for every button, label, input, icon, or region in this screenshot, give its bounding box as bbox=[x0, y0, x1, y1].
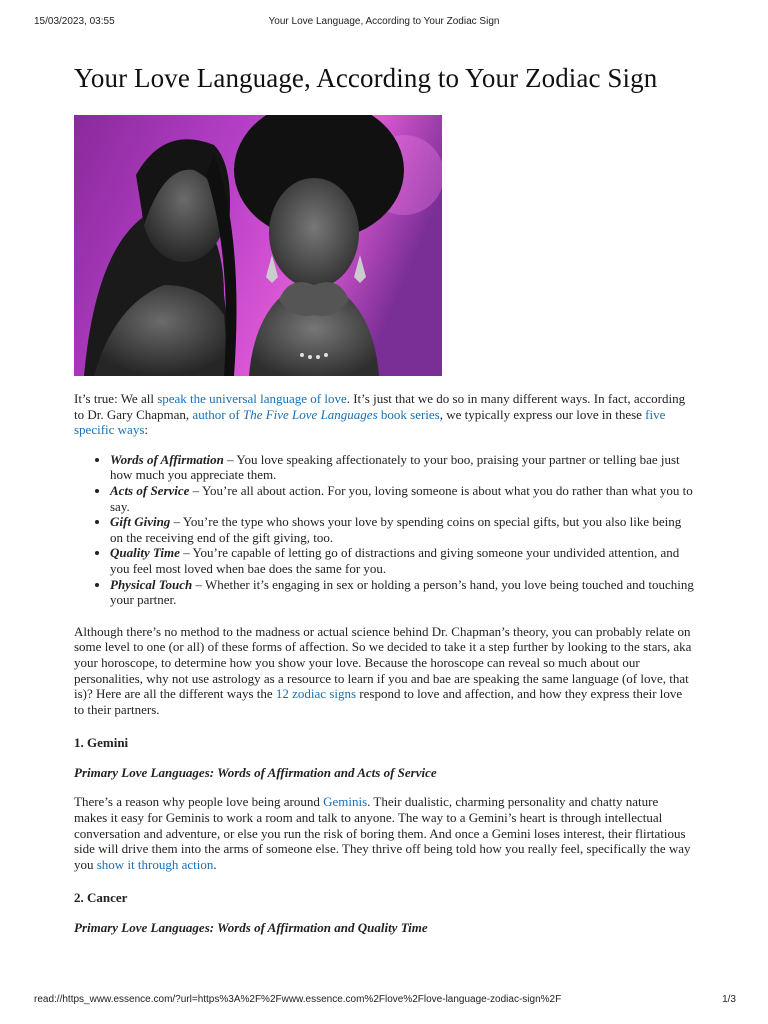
print-page-title: Your Love Language, According to Your Zodiac Sign bbox=[268, 16, 500, 27]
print-footer bbox=[0, 994, 768, 1008]
link-universal-language[interactable]: speak the universal language of love bbox=[157, 391, 347, 406]
hero-image bbox=[74, 115, 442, 376]
link-show-it-through-action[interactable]: show it through action bbox=[96, 856, 214, 872]
primary-languages-cancer: Primary Love Languages: Words of Affirmation and Quality Time bbox=[74, 920, 428, 936]
link-five-love-languages-author[interactable]: author of The Five Love Languages book series bbox=[192, 406, 440, 422]
link-geminis[interactable]: Geminis bbox=[323, 794, 368, 810]
list-item: • Words of Affirmation – You love speaking affectionately to your boo, praising your partner or telling bae just how much you appreciate them. bbox=[110, 452, 694, 483]
page-number: 1/3 bbox=[722, 994, 736, 1005]
link-five-specific-ways[interactable]: five specific ways bbox=[74, 406, 666, 438]
list-item: • Quality Time – You’re capable of letting go of distractions and giving someone your undivided attention, and you feel most loved when bae does the same for you. bbox=[110, 545, 694, 576]
section-heading-cancer: 2. Cancer bbox=[74, 890, 128, 906]
body-paragraph: Although there’s no method to the madness or actual science behind Dr. Chapman’s theory, you can probably relate on some level to one (or all) of these forms of affection. So we decided to take it a step further by looking to the stars, aka your horoscope, to determine how you show your love. Because the horoscope can reveal so much about our personalities, why not use astrology as a resource to learn if you and bae are speaking the same language (of love, that is)? Here are all the different ways the 12 zodiac signs respond to love and affection, and how they express their love to their partners. bbox=[74, 623, 692, 717]
link-zodiac-signs[interactable]: 12 zodiac signs bbox=[275, 686, 357, 702]
section-heading-gemini: 1. Gemini bbox=[74, 735, 129, 751]
love-languages-list bbox=[74, 452, 694, 608]
print-url: read://https_www.essence.com/?url=https%3A%2F%2Fwww.essence.com%2Flove%2Flove-language-zodiac-sign%2F bbox=[34, 994, 562, 1005]
print-header bbox=[0, 16, 768, 30]
list-item: • Acts of Service – You’re all about action. For you, loving someone is about what you do rather than what you to say. bbox=[110, 483, 694, 514]
print-date: 15/03/2023, 03:55 bbox=[34, 16, 115, 27]
list-item: • Gift Giving – You’re the type who shows your love by spending coins on special gifts, but you also like being on the receiving end of the gift giving, too. bbox=[110, 514, 694, 545]
list-item: • Physical Touch – Whether it’s engaging in sex or holding a person’s hand, you love being touched and touching your partner. bbox=[110, 577, 694, 608]
gemini-paragraph: There’s a reason why people love being around Geminis. Their dualistic, charming personality and chatty nature makes it easy for Geminis to work a room and talk to anyone. The way to a Gemini’s heart is through intellectual conversation and adventure, or else you run the risk of boring them. And once a Gemini loses interest, their flirtatious side will drive them into the arms of someone else. They thrive off being told how you really feel, specifically the way you show it through action. bbox=[74, 794, 691, 872]
primary-languages-gemini: Primary Love Languages: Words of Affirmation and Acts of Service bbox=[74, 764, 437, 780]
intro-paragraph: It’s true: We all speak the universal language of love. It’s just that we do so in many different ways. In fact, according to Dr. Gary Chapman, author of The Five Love Languages book series, we typically express our love in these five specific ways: bbox=[74, 391, 686, 438]
article bbox=[74, 62, 694, 936]
article-title: Your Love Language, According to Your Zodiac Sign bbox=[74, 63, 658, 93]
